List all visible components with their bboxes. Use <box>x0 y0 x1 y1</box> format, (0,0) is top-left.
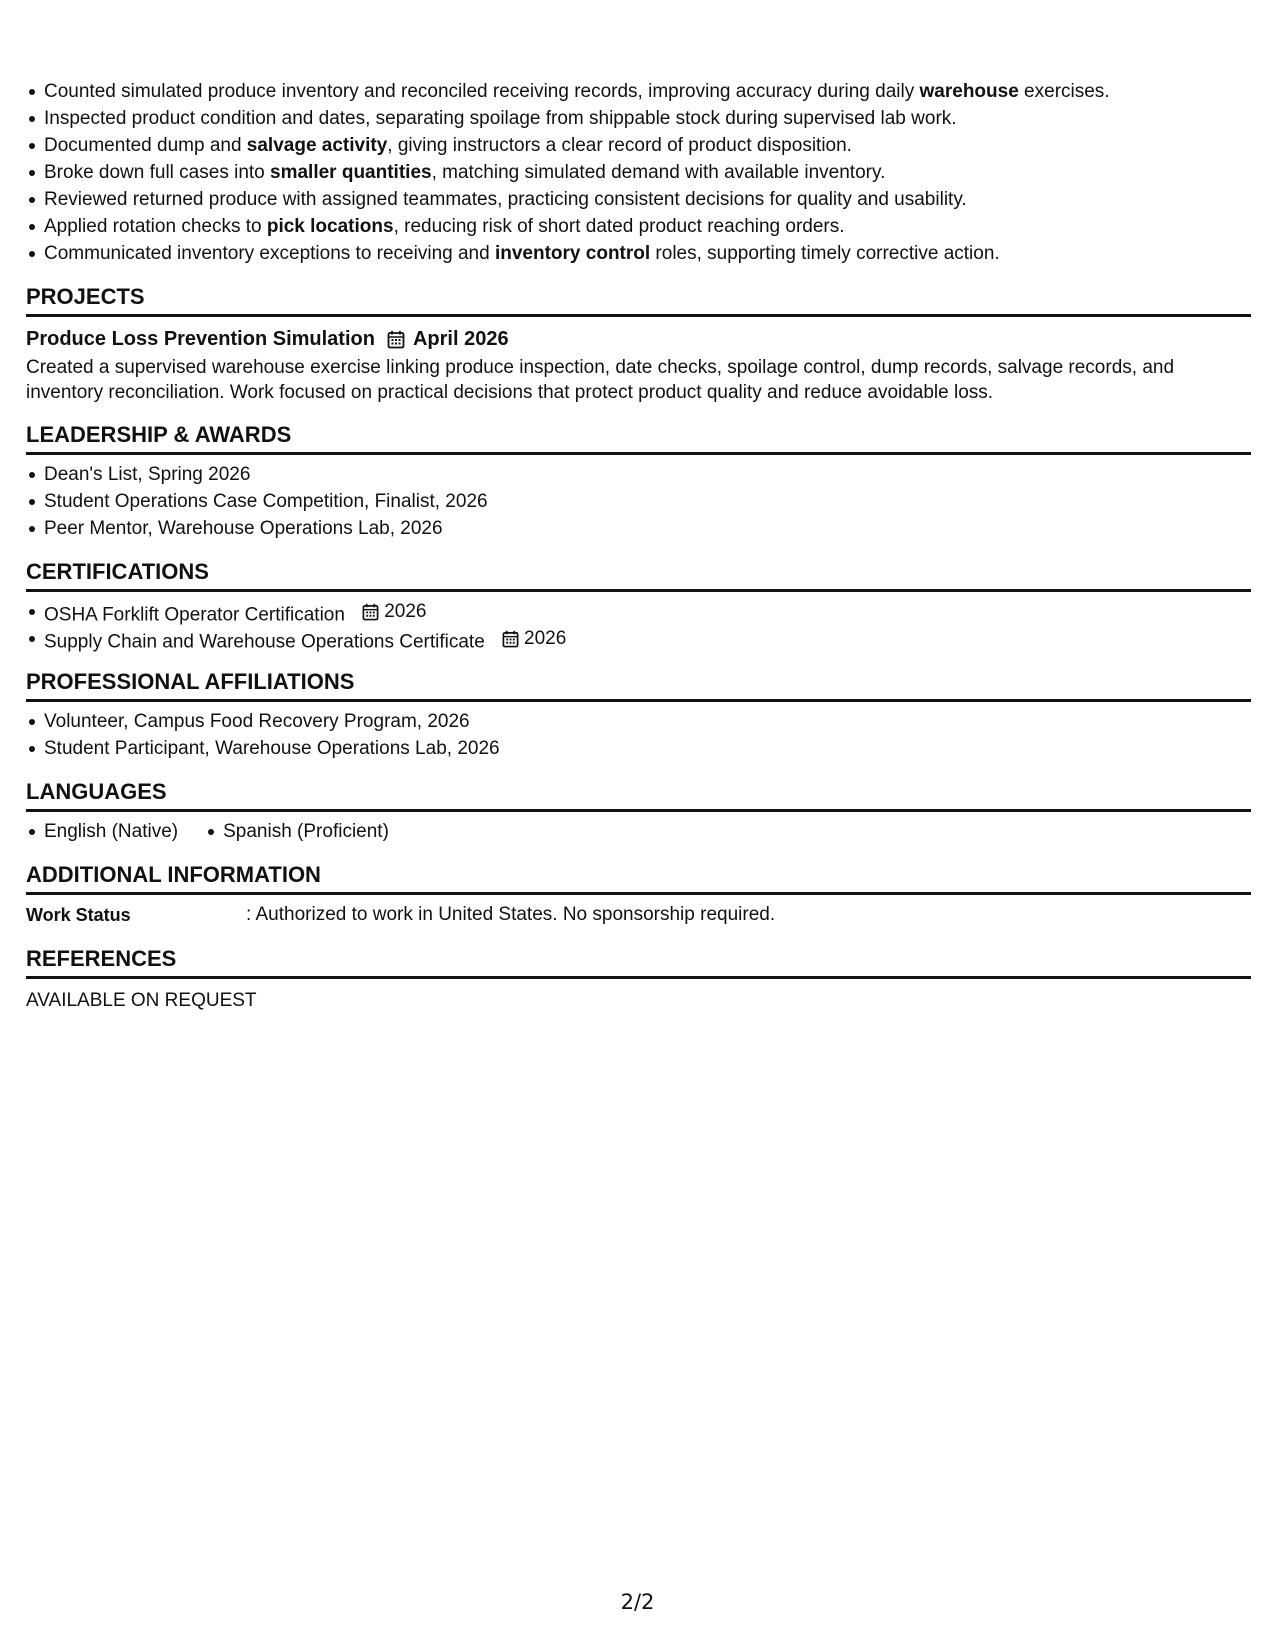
leadership-list <box>26 461 1251 542</box>
work-status-label: Work Status <box>26 905 131 925</box>
leadership-section <box>26 421 1251 542</box>
calendar-icon <box>362 603 379 621</box>
languages-section <box>26 778 1251 845</box>
projects-section <box>26 283 1251 405</box>
references-text: AVAILABLE ON REQUEST <box>26 990 257 1011</box>
experience-bullet-list <box>26 78 1251 267</box>
list-item: Documented dump and salvage activity, giving instructors a clear record of product disposition. <box>44 132 1251 159</box>
list-item: Counted simulated produce inventory and reconciled receiving records, improving accuracy during daily warehouse exercises. <box>44 78 1251 105</box>
project-name: Produce Loss Prevention Simulation <box>26 328 375 350</box>
resume-page <box>26 78 1251 1015</box>
list-item: Peer Mentor, Warehouse Operations Lab, 2026 <box>44 515 1251 542</box>
list-item: Reviewed returned produce with assigned teammates, practicing consistent decisions for quality and usability. <box>44 186 1251 213</box>
section-title: REFERENCES <box>26 945 1251 979</box>
list-item: Student Participant, Warehouse Operations Lab, 2026 <box>44 735 1251 762</box>
list-item <box>44 625 1251 652</box>
project-header <box>26 324 1251 354</box>
section-title: ADDITIONAL INFORMATION <box>26 861 1251 895</box>
certification-name: OSHA Forklift Operator Certification <box>44 604 345 626</box>
section-title: PROJECTS <box>26 283 1251 317</box>
list-item: Spanish (Proficient) <box>223 818 389 845</box>
section-title: LANGUAGES <box>26 778 1251 812</box>
certifications-list <box>26 598 1251 652</box>
certification-name: Supply Chain and Warehouse Operations Certificate <box>44 631 485 653</box>
calendar-icon <box>502 630 519 648</box>
list-item: English (Native) <box>44 818 178 845</box>
section-title: PROFESSIONAL AFFILIATIONS <box>26 668 1251 702</box>
languages-list <box>26 818 1251 845</box>
affiliations-section <box>26 668 1251 762</box>
work-status-value: : Authorized to work in United States. No sponsorship required. <box>246 904 776 925</box>
certification-date: 2026 <box>524 628 567 649</box>
list-item: Dean's List, Spring 2026 <box>44 461 1251 488</box>
list-item: Broke down full cases into smaller quantities, matching simulated demand with available inventory. <box>44 159 1251 186</box>
page-number: 2/2 <box>620 1590 655 1614</box>
project-date: April 2026 <box>387 324 509 354</box>
list-item: Communicated inventory exceptions to receiving and inventory control roles, supporting timely corrective action. <box>44 240 1251 267</box>
calendar-icon <box>387 330 405 349</box>
list-item: Volunteer, Campus Food Recovery Program, 2026 <box>44 708 1251 735</box>
work-status-row <box>26 901 1251 929</box>
section-title: LEADERSHIP & AWARDS <box>26 421 1251 455</box>
additional-info-section <box>26 861 1251 929</box>
certification-date: 2026 <box>384 601 427 622</box>
list-item: Applied rotation checks to pick locations, reducing risk of short dated product reaching orders. <box>44 213 1251 240</box>
references-section <box>26 945 1251 1015</box>
list-item <box>44 598 1251 625</box>
section-title: CERTIFICATIONS <box>26 558 1251 592</box>
list-item: Student Operations Case Competition, Finalist, 2026 <box>44 488 1251 515</box>
project-description: Created a supervised warehouse exercise linking produce inspection, date checks, spoilage control, dump records, salvage records, and inventory reconciliation. Work focused on practical decisions that protect product quality and reduce avoidable loss. <box>26 357 1175 403</box>
certifications-section <box>26 558 1251 652</box>
affiliations-list <box>26 708 1251 762</box>
list-item: Inspected product condition and dates, separating spoilage from shippable stock during supervised lab work. <box>44 105 1251 132</box>
